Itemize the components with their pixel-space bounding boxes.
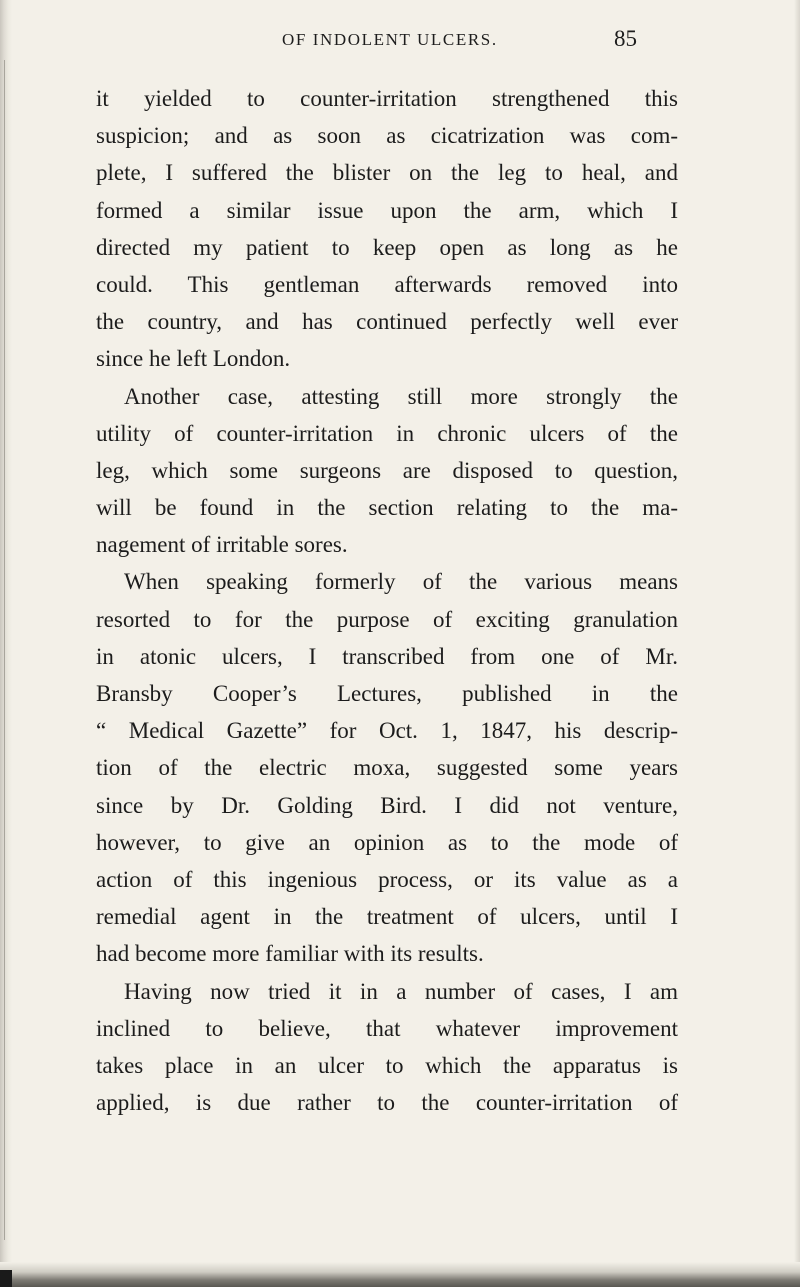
text-line: remedial agent in the treatment of ulcers, until I — [96, 904, 678, 930]
page-number: 85 — [614, 26, 637, 51]
page-header — [0, 26, 800, 56]
text-line: inclined to believe, that whatever improvement — [96, 1015, 678, 1041]
page-right-edge — [794, 0, 800, 1287]
text-line: plete, I suffered the blister on the leg to heal, and — [96, 160, 678, 186]
text-line: tion of the electric moxa, suggested some years — [96, 755, 678, 781]
text-line: applied, is due rather to the counter-irritation of — [96, 1090, 678, 1116]
page-gutter-shadow — [0, 0, 12, 1287]
text-line: in atonic ulcers, I transcribed from one of Mr. — [96, 643, 678, 669]
text-line: Another case, attesting still more strongly the — [124, 383, 678, 409]
text-line: nagement of irritable sores. — [96, 532, 348, 558]
text-line: action of this ingenious process, or its value as a — [96, 866, 678, 892]
body-text — [96, 80, 678, 1121]
text-line: suspicion; and as soon as cicatrization was com- — [96, 123, 678, 149]
text-line: it yielded to counter-irritation strengthened this — [96, 86, 678, 111]
running-head: OF INDOLENT ULCERS. — [282, 30, 498, 49]
text-line: could. This gentleman afterwards removed into — [96, 271, 678, 297]
text-line: the country, and has continued perfectly well ever — [96, 309, 678, 335]
text-line: “ Medical Gazette” for Oct. 1, 1847, his descrip- — [96, 718, 678, 744]
gutter-line — [4, 60, 5, 1240]
text-line: will be found in the section relating to the ma- — [96, 495, 678, 521]
text-line: utility of counter-irritation in chronic ulcers of the — [96, 420, 678, 446]
text-line: takes place in an ulcer to which the apparatus is — [96, 1052, 678, 1078]
text-line: had become more familiar with its results. — [96, 941, 484, 967]
text-line: Having now tried it in a number of cases, I am — [124, 978, 678, 1004]
scan-corner-mark — [0, 1270, 12, 1287]
text-line: since by Dr. Golding Bird. I did not venture, — [96, 792, 678, 818]
text-line: leg, which some surgeons are disposed to question, — [96, 457, 678, 483]
text-line: formed a similar issue upon the arm, which I — [96, 197, 678, 223]
text-line: directed my patient to keep open as long as he — [96, 234, 678, 260]
text-line: When speaking formerly of the various means — [124, 569, 678, 595]
text-line: since he left London. — [96, 346, 291, 372]
text-line: however, to give an opinion as to the mode of — [96, 829, 678, 855]
text-line: Bransby Cooper’s Lectures, published in the — [96, 681, 678, 706]
page-bottom-shadow — [0, 1262, 800, 1287]
text-line: resorted to for the purpose of exciting granulation — [96, 606, 678, 632]
